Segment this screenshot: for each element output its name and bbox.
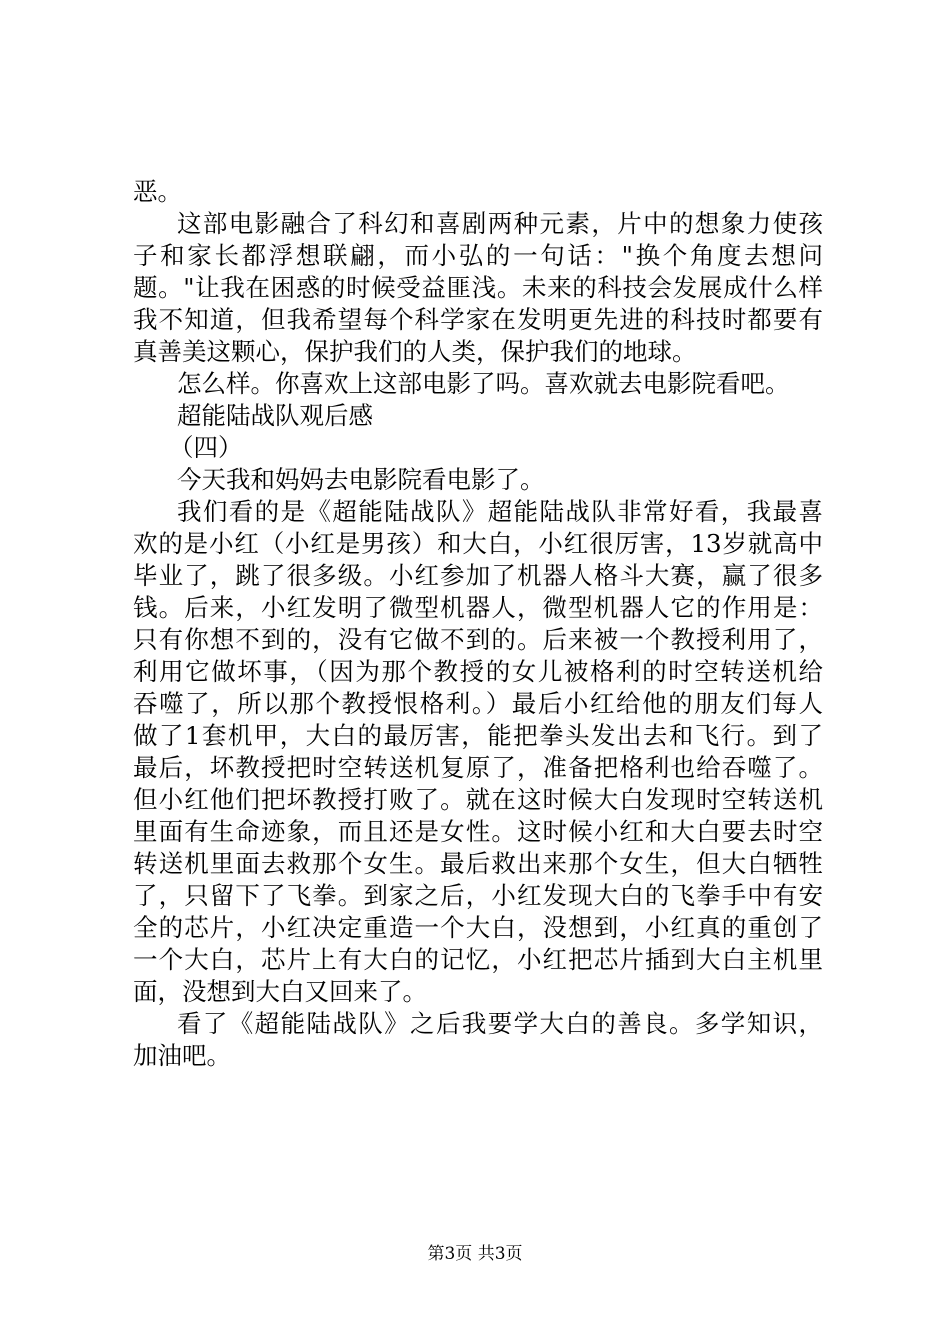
text-line: 转送机里面去救那个女生。最后救出来那个女生，但大白牺牲	[133, 849, 823, 878]
text-line: 加油吧。	[133, 1041, 231, 1070]
text-line: 我不知道，但我希望每个科学家在发明更先进的科技时都要有	[133, 305, 823, 334]
paragraph-first-line: 今天我和妈妈去电影院看电影了。	[177, 465, 545, 494]
text-line: 真善美这颗心，保护我们的人类，保护我们的地球。	[133, 337, 697, 366]
text-line: 恶。	[133, 177, 182, 206]
text-line: 做了1套机甲，大白的最厉害，能把拳头发出去和飞行。到了	[133, 721, 823, 750]
text-line: 毕业了，跳了很多级。小红参加了机器人格斗大赛，赢了很多	[133, 561, 823, 590]
text-line: 子和家长都浮想联翩，而小弘的一句话："换个角度去想问	[133, 241, 823, 270]
text-line: 吞噬了，所以那个教授恨格利。）最后小红给他的朋友们每人	[133, 689, 823, 718]
section-heading: 超能陆战队观后感	[177, 401, 373, 430]
text-line: 欢的是小红（小红是男孩）和大白，小红很厉害，13岁就高中	[133, 529, 823, 558]
text-line: 题。"让我在困惑的时候受益匪浅。未来的科技会发展成什么样	[133, 273, 823, 302]
text-line: 里面有生命迹象，而且还是女性。这时候小红和大白要去时空	[133, 817, 823, 846]
text-line: 面，没想到大白又回来了。	[133, 977, 427, 1006]
text-line: 只有你想不到的，没有它做不到的。后来被一个教授利用了，	[133, 625, 823, 654]
page-footer: 第3页 共3页	[427, 1244, 523, 1264]
text-line: 利用它做坏事，（因为那个教授的女儿被格利的时空转送机给	[133, 657, 823, 686]
text-line: 全的芯片，小红决定重造一个大白，没想到，小红真的重创了	[133, 913, 823, 942]
paragraph-first-line: 这部电影融合了科幻和喜剧两种元素，片中的想象力使孩	[177, 209, 823, 238]
text-line: 一个大白，芯片上有大白的记忆，小红把芯片插到大白主机里	[133, 945, 823, 974]
section-number: （四）	[169, 433, 243, 462]
text-line: 最后，坏教授把时空转送机复原了，准备把格利也给吞噬了。	[133, 753, 823, 782]
text-line: 了，只留下了飞拳。到家之后，小红发现大白的飞拳手中有安	[133, 881, 823, 910]
paragraph-first-line: 怎么样。你喜欢上这部电影了吗。喜欢就去电影院看吧。	[177, 369, 790, 398]
paragraph-first-line: 看了《超能陆战队》之后我要学大白的善良。多学知识，	[177, 1009, 823, 1038]
paragraph-first-line: 我们看的是《超能陆战队》超能陆战队非常好看，我最喜	[177, 497, 823, 526]
document-body	[133, 176, 823, 1072]
text-line: 但小红他们把坏教授打败了。就在这时候大白发现时空转送机	[133, 785, 823, 814]
text-line: 钱。后来，小红发明了微型机器人，微型机器人它的作用是：	[133, 593, 823, 622]
